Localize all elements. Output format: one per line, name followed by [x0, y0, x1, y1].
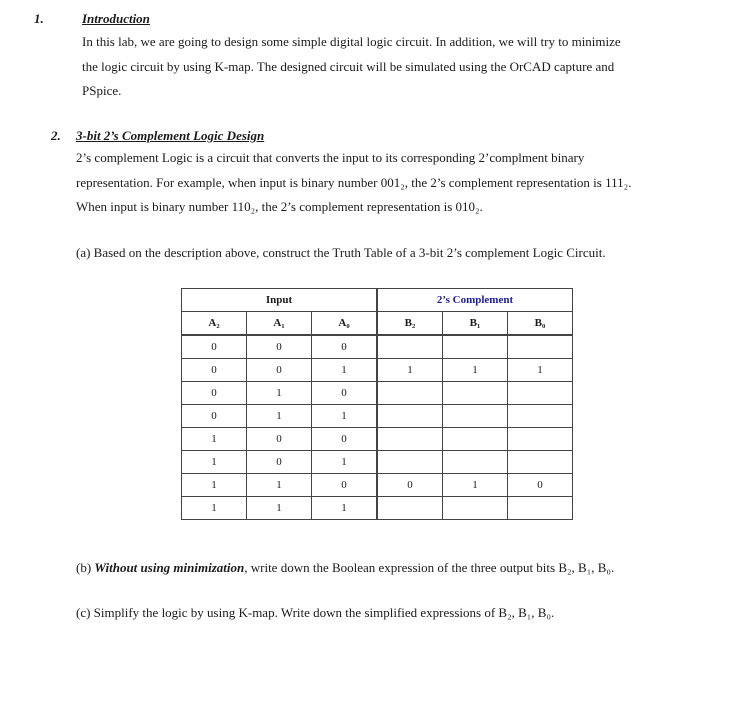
question-b-text: , write down the Boolean expression of the three output bits B₂, B₁, B₀. [244, 560, 615, 575]
cell-b2 [377, 382, 443, 405]
table-row [182, 382, 573, 405]
cell-a0: 0 [312, 474, 378, 497]
cell-b0 [508, 405, 573, 428]
cell-a1: 0 [247, 428, 312, 451]
cell-b2 [377, 428, 443, 451]
cell-b0 [508, 382, 573, 405]
cell-b1 [443, 497, 508, 520]
section-1-line: In this lab, we are going to design some simple digital logic circuit. In addition, we will try to minimize [82, 34, 621, 49]
cell-b1: 1 [443, 474, 508, 497]
cell-a1: 0 [247, 335, 312, 359]
table-row [182, 497, 573, 520]
cell-a2: 0 [182, 382, 247, 405]
cell-b1 [443, 335, 508, 359]
column-header-b1: B₁ [443, 312, 508, 336]
table-row [182, 428, 573, 451]
cell-a2: 0 [182, 405, 247, 428]
table-row [182, 359, 573, 382]
cell-a2: 1 [182, 497, 247, 520]
table-row [182, 474, 573, 497]
cell-a0: 1 [312, 405, 378, 428]
table-header-row [182, 312, 573, 336]
output-header: 2’s Complement [377, 289, 573, 312]
cell-a1: 0 [247, 451, 312, 474]
cell-b2 [377, 451, 443, 474]
cell-a0: 1 [312, 359, 378, 382]
question-c: (c) Simplify the logic by using K-map. Write down the simplified expressions of B₂, B₁, B₀. [76, 605, 555, 620]
column-header-a0: A₀ [312, 312, 378, 336]
question-a: (a) Based on the description above, construct the Truth Table of a 3-bit 2’s complement Logic Circuit. [76, 245, 606, 260]
column-header-a1: A₁ [247, 312, 312, 336]
section-2-line: 2’s complement Logic is a circuit that converts the input to its corresponding 2’complment binary [76, 150, 585, 165]
cell-b1 [443, 451, 508, 474]
question-b-emphasis: Without using minimization [94, 560, 245, 575]
question-b [76, 560, 614, 576]
cell-b2: 1 [377, 359, 443, 382]
cell-a0: 0 [312, 382, 378, 405]
column-header-a2: A₂ [182, 312, 247, 336]
table-header-group-row [182, 289, 573, 312]
cell-b0 [508, 451, 573, 474]
cell-a1: 1 [247, 474, 312, 497]
cell-a1: 1 [247, 405, 312, 428]
cell-b1 [443, 405, 508, 428]
section-2-line: When input is binary number 110₂, the 2’s complement representation is 010₂. [76, 199, 483, 214]
cell-b2 [377, 335, 443, 359]
section-2-body [76, 146, 736, 220]
column-header-b2: B₂ [377, 312, 443, 336]
section-2-number: 2. [51, 128, 61, 143]
column-header-b0: B₀ [508, 312, 573, 336]
cell-a1: 1 [247, 497, 312, 520]
table-row [182, 335, 573, 359]
cell-a0: 1 [312, 497, 378, 520]
question-b-prefix: (b) [76, 560, 95, 575]
cell-b0: 1 [508, 359, 573, 382]
section-1-line: the logic circuit by using K-map. The designed circuit will be simulated using the OrCAD capture and [82, 58, 615, 74]
section-1-title: Introduction [82, 11, 150, 26]
cell-a1: 0 [247, 359, 312, 382]
cell-b2 [377, 497, 443, 520]
cell-b0 [508, 335, 573, 359]
table-row [182, 405, 573, 428]
section-1-line: PSpice. [82, 83, 122, 98]
cell-b2: 0 [377, 474, 443, 497]
cell-a2: 1 [182, 428, 247, 451]
input-header: Input [182, 289, 378, 312]
cell-a0: 0 [312, 335, 378, 359]
cell-b2 [377, 405, 443, 428]
table-row [182, 451, 573, 474]
cell-a0: 0 [312, 428, 378, 451]
cell-a2: 1 [182, 451, 247, 474]
cell-b1 [443, 382, 508, 405]
section-1-body [82, 30, 732, 104]
cell-b1: 1 [443, 359, 508, 382]
cell-b0 [508, 428, 573, 451]
section-2-line: representation. For example, when input is binary number 001₂, the 2’s complement representation is 111₂. [76, 174, 632, 190]
section-2-title: 3-bit 2’s Complement Logic Design [76, 128, 265, 143]
cell-b0: 0 [508, 474, 573, 497]
cell-a2: 1 [182, 474, 247, 497]
truth-table [181, 288, 573, 520]
cell-a1: 1 [247, 382, 312, 405]
cell-a0: 1 [312, 451, 378, 474]
cell-a2: 0 [182, 359, 247, 382]
cell-b1 [443, 428, 508, 451]
section-1-number: 1. [34, 11, 44, 26]
cell-a2: 0 [182, 335, 247, 359]
cell-b0 [508, 497, 573, 520]
